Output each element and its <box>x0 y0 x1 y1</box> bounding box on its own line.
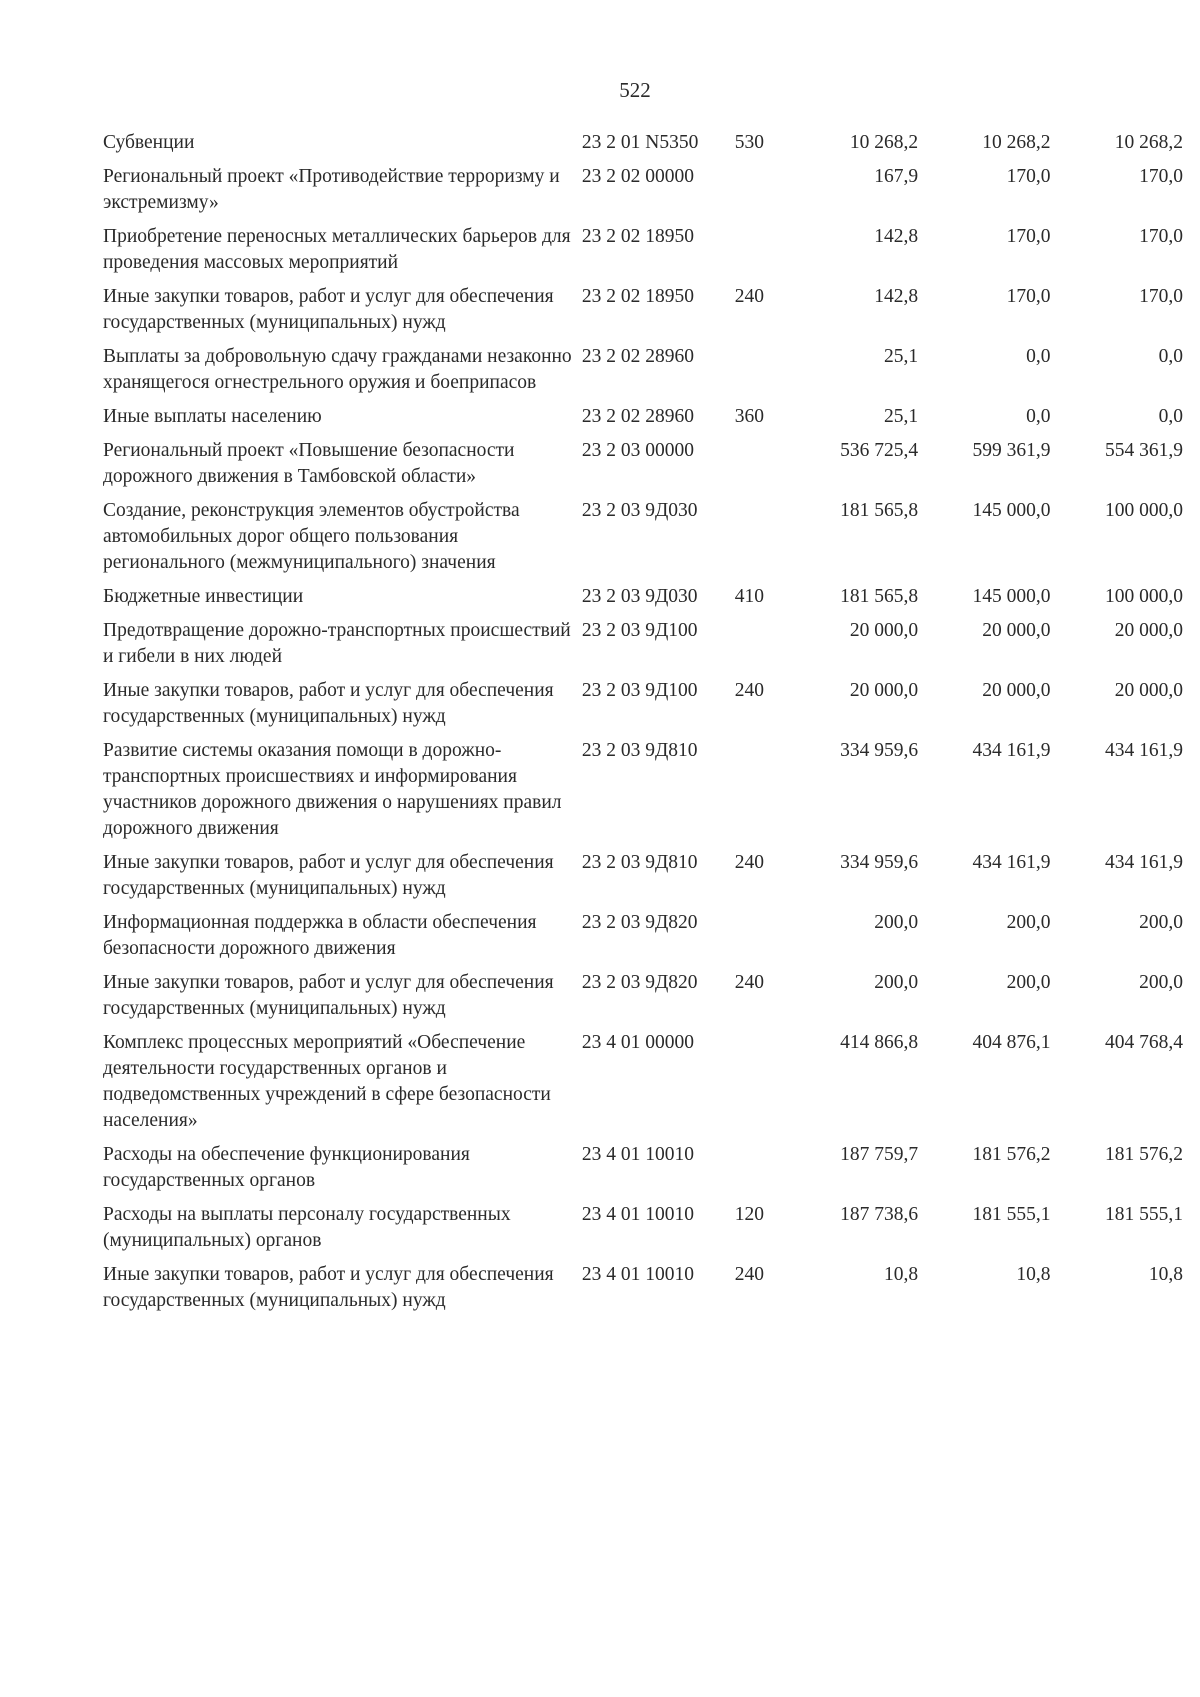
amount-year-3: 20 000,0 <box>1114 680 1183 701</box>
budget-code: 23 2 01 N5350 <box>581 132 699 153</box>
amount-year-3: 200,0 <box>1139 912 1183 933</box>
amount-year-1: 25,1 <box>883 406 919 427</box>
expense-type-code: 240 <box>734 1264 764 1285</box>
amount-year-1: 334 959,6 <box>840 852 919 873</box>
amount-year-1: 142,8 <box>874 226 919 247</box>
expense-name: Расходы на обеспечение функционирования государственных органов <box>103 1144 470 1191</box>
amount-year-2: 145 000,0 <box>972 586 1051 607</box>
amount-year-3: 434 161,9 <box>1105 740 1183 761</box>
amount-year-3: 200,0 <box>1139 972 1183 993</box>
budget-code: 23 2 02 18950 <box>581 226 694 247</box>
budget-code: 23 2 03 9Д100 <box>581 680 698 701</box>
amount-year-2: 10,8 <box>1016 1264 1051 1285</box>
amount-year-1: 10 268,2 <box>849 132 919 153</box>
page-number: 522 <box>619 78 651 102</box>
table-row <box>103 498 1183 584</box>
expense-type-code <box>735 1142 786 1202</box>
amount-year-1: 536 725,4 <box>840 440 919 461</box>
budget-table-body <box>103 130 1183 1322</box>
amount-year-2: 434 161,9 <box>972 740 1051 761</box>
amount-year-2: 181 555,1 <box>972 1204 1051 1225</box>
amount-year-1: 20 000,0 <box>849 680 919 701</box>
expense-name: Расходы на выплаты персоналу государственных (муниципальных) органов <box>103 1204 511 1251</box>
expense-type-code <box>735 910 786 970</box>
expense-name: Иные закупки товаров, работ и услуг для обеспечения государственных (муниципальных) нужд <box>103 852 554 899</box>
expense-name: Иные закупки товаров, работ и услуг для обеспечения государственных (муниципальных) нужд <box>103 680 554 727</box>
amount-year-2: 599 361,9 <box>972 440 1051 461</box>
budget-code: 23 2 03 9Д820 <box>581 912 698 933</box>
amount-year-1: 20 000,0 <box>849 620 919 641</box>
amount-year-3: 20 000,0 <box>1114 620 1183 641</box>
amount-year-3: 181 555,1 <box>1105 1204 1183 1225</box>
expense-type-code <box>735 344 786 404</box>
expense-name: Субвенции <box>103 132 195 153</box>
amount-year-1: 181 565,8 <box>840 500 919 521</box>
amount-year-1: 200,0 <box>874 972 919 993</box>
table-row <box>103 284 1183 344</box>
amount-year-2: 434 161,9 <box>972 852 1051 873</box>
amount-year-1: 334 959,6 <box>840 740 919 761</box>
amount-year-2: 200,0 <box>1006 972 1051 993</box>
amount-year-3: 0,0 <box>1158 406 1183 427</box>
expense-type-code: 360 <box>734 406 764 427</box>
expense-type-code <box>735 498 786 584</box>
amount-year-2: 404 876,1 <box>972 1032 1051 1053</box>
table-row <box>103 738 1183 850</box>
amount-year-2: 181 576,2 <box>972 1144 1051 1165</box>
amount-year-3: 404 768,4 <box>1105 1032 1183 1053</box>
amount-year-2: 20 000,0 <box>982 620 1051 641</box>
expense-name: Иные закупки товаров, работ и услуг для обеспечения государственных (муниципальных) нужд <box>103 286 554 333</box>
budget-code: 23 2 03 9Д100 <box>581 620 698 641</box>
expense-type-code: 530 <box>734 132 764 153</box>
expense-type-code: 240 <box>734 972 764 993</box>
budget-code: 23 2 02 28960 <box>581 406 694 427</box>
expense-type-code: 240 <box>734 852 764 873</box>
amount-year-3: 10 268,2 <box>1114 132 1183 153</box>
expense-name: Иные закупки товаров, работ и услуг для обеспечения государственных (муниципальных) нужд <box>103 972 554 1019</box>
expense-type-code: 240 <box>734 286 764 307</box>
amount-year-1: 25,1 <box>883 346 919 367</box>
expense-name: Иные выплаты населению <box>103 406 322 427</box>
table-row <box>103 1030 1183 1142</box>
expense-type-code: 120 <box>734 1204 764 1225</box>
budget-code: 23 2 03 9Д820 <box>581 972 698 993</box>
amount-year-3: 554 361,9 <box>1105 440 1183 461</box>
expense-type-code <box>735 438 786 498</box>
amount-year-1: 10,8 <box>883 1264 919 1285</box>
expense-name: Иные закупки товаров, работ и услуг для обеспечения государственных (муниципальных) нужд <box>103 1264 554 1311</box>
expense-type-code <box>735 164 786 224</box>
amount-year-2: 170,0 <box>1006 226 1051 247</box>
amount-year-1: 187 759,7 <box>840 1144 919 1165</box>
expense-name: Комплекс процессных мероприятий «Обеспечение деятельности государственных органов и подведомственных учреждений в сфере безопасности населения» <box>103 1032 551 1131</box>
expense-name: Развитие системы оказания помощи в дорожно-транспортных происшествиях и информирования участников дорожного движения о нарушениях правил дорожного движения <box>103 740 562 839</box>
table-row <box>103 1202 1183 1262</box>
amount-year-3: 0,0 <box>1158 346 1183 367</box>
expense-name: Создание, реконструкция элементов обустройства автомобильных дорог общего пользования регионального (межмуниципального) значения <box>103 500 520 573</box>
expense-type-code <box>735 1030 786 1142</box>
budget-code: 23 2 03 00000 <box>581 440 694 461</box>
amount-year-1: 414 866,8 <box>840 1032 919 1053</box>
budget-code: 23 4 01 10010 <box>581 1204 694 1225</box>
expense-name: Информационная поддержка в области обеспечения безопасности дорожного движения <box>103 912 537 959</box>
budget-code: 23 2 02 00000 <box>581 166 694 187</box>
table-row <box>103 678 1183 738</box>
expense-name: Приобретение переносных металлических барьеров для проведения массовых мероприятий <box>103 226 571 273</box>
table-row <box>103 584 1183 618</box>
table-row <box>103 438 1183 498</box>
table-row <box>103 1142 1183 1202</box>
amount-year-2: 170,0 <box>1006 166 1051 187</box>
expense-name: Региональный проект «Противодействие терроризму и экстремизму» <box>103 166 560 213</box>
table-row <box>103 130 1183 164</box>
table-row <box>103 224 1183 284</box>
expense-type-code <box>735 618 786 678</box>
amount-year-3: 10,8 <box>1148 1264 1183 1285</box>
amount-year-1: 167,9 <box>874 166 919 187</box>
expense-type-code: 240 <box>734 680 764 701</box>
amount-year-3: 181 576,2 <box>1105 1144 1183 1165</box>
amount-year-2: 145 000,0 <box>972 500 1051 521</box>
table-row <box>103 970 1183 1030</box>
budget-table <box>103 130 1183 1322</box>
table-row <box>103 344 1183 404</box>
amount-year-2: 0,0 <box>1026 346 1051 367</box>
amount-year-3: 100 000,0 <box>1105 500 1183 521</box>
table-row <box>103 404 1183 438</box>
table-row <box>103 910 1183 970</box>
amount-year-1: 200,0 <box>874 912 919 933</box>
amount-year-2: 20 000,0 <box>982 680 1051 701</box>
table-row <box>103 850 1183 910</box>
budget-code: 23 2 03 9Д810 <box>581 852 698 873</box>
amount-year-3: 434 161,9 <box>1105 852 1183 873</box>
expense-name: Бюджетные инвестиции <box>103 586 304 607</box>
expense-name: Выплаты за добровольную сдачу гражданами незаконно хранящегося огнестрельного оружия и боеприпасов <box>103 346 572 393</box>
expense-type-code <box>735 738 786 850</box>
amount-year-3: 170,0 <box>1139 166 1183 187</box>
budget-code: 23 2 03 9Д030 <box>581 500 698 521</box>
amount-year-1: 187 738,6 <box>840 1204 919 1225</box>
amount-year-3: 100 000,0 <box>1105 586 1183 607</box>
amount-year-2: 0,0 <box>1026 406 1051 427</box>
expense-type-code: 410 <box>734 586 764 607</box>
budget-code: 23 2 02 28960 <box>581 346 694 367</box>
budget-code: 23 4 01 10010 <box>581 1264 694 1285</box>
amount-year-1: 181 565,8 <box>840 586 919 607</box>
table-row <box>103 618 1183 678</box>
table-row <box>103 164 1183 224</box>
table-row <box>103 1262 1183 1322</box>
amount-year-2: 170,0 <box>1006 286 1051 307</box>
budget-code: 23 2 03 9Д810 <box>581 740 698 761</box>
budget-code: 23 2 02 18950 <box>581 286 694 307</box>
budget-code: 23 4 01 10010 <box>581 1144 694 1165</box>
amount-year-2: 10 268,2 <box>982 132 1051 153</box>
amount-year-3: 170,0 <box>1139 226 1183 247</box>
budget-code: 23 4 01 00000 <box>581 1032 694 1053</box>
amount-year-2: 200,0 <box>1006 912 1051 933</box>
expense-type-code <box>735 224 786 284</box>
expense-name: Предотвращение дорожно-транспортных происшествий и гибели в них людей <box>103 620 571 667</box>
amount-year-1: 142,8 <box>874 286 919 307</box>
expense-name: Региональный проект «Повышение безопасности дорожного движения в Тамбовской области» <box>103 440 515 487</box>
amount-year-3: 170,0 <box>1139 286 1183 307</box>
budget-code: 23 2 03 9Д030 <box>581 586 698 607</box>
